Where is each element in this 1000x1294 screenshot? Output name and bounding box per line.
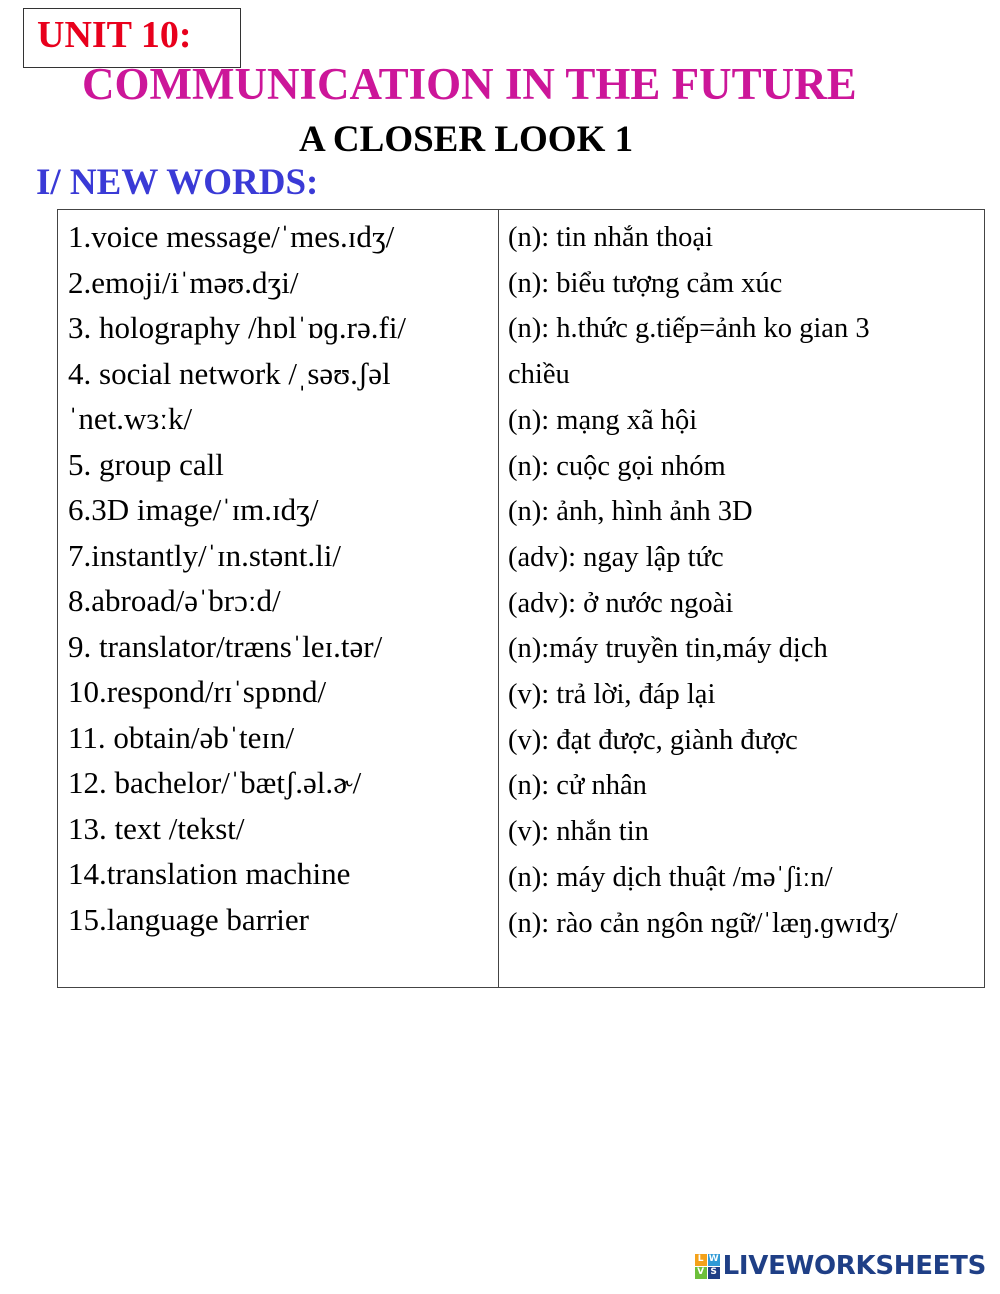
logo-tile: V: [695, 1267, 707, 1279]
meaning-line: (n): h.thức g.tiếp=ảnh ko gian 3: [508, 313, 870, 345]
word-line: 4. social network /ˌsəʊ.ʃəl: [68, 355, 391, 391]
word-line: 13. text /tekst/: [68, 810, 245, 846]
meaning-line: (n): tin nhắn thoại: [508, 222, 713, 253]
column-divider: [498, 210, 499, 987]
liveworksheets-logo-icon: [695, 1254, 720, 1279]
vocabulary-table: [57, 209, 985, 988]
word-line: 10.respond/rɪˈspɒnd/: [68, 674, 327, 709]
meaning-line: (n):máy truyền tin,máy dịch: [508, 633, 828, 665]
words-column: [68, 214, 493, 942]
word-line: 8.abroad/əˈbrɔːd/: [68, 583, 281, 618]
unit-label: UNIT 10:: [37, 14, 192, 56]
meaning-line: (n): ảnh, hình ảnh 3D: [508, 496, 753, 528]
liveworksheets-logo-text: LIVEWORKSHEETS: [722, 1251, 986, 1281]
logo-tile: L: [695, 1254, 707, 1266]
meaning-line: (n): cuộc gọi nhóm: [508, 450, 726, 482]
meaning-line: chiều: [508, 359, 570, 391]
meaning-line: (v): đạt được, giành được: [508, 724, 798, 756]
word-line: 14.translation machine: [68, 856, 351, 891]
word-line: 1.voice message/ˈmes.ɪdʒ/: [68, 219, 395, 254]
word-line: 2.emoji/iˈməʊ.dʒi/: [68, 264, 299, 300]
meaning-line: (n): cử nhân: [508, 770, 647, 802]
logo-tile: S: [708, 1267, 720, 1279]
meaning-line: (n): rào cản ngôn ngữ/ˈlæŋ.ɡwɪdʒ/: [508, 907, 898, 939]
word-line: ˈnet.wɜːk/: [68, 401, 193, 436]
word-line: 6.3D image/ˈɪm.ɪdʒ/: [68, 492, 319, 527]
word-line: 5. group call: [68, 446, 224, 482]
meaning-line: (v): nhắn tin: [508, 816, 649, 848]
meanings-column: [508, 215, 978, 946]
word-line: 12. bachelor/ˈbætʃ.əl.ɚ/: [68, 765, 362, 800]
word-line: 3. holography /hɒlˈɒɡ.rə.fi/: [68, 310, 407, 345]
meaning-line: (n): biểu tượng cảm xúc: [508, 267, 783, 299]
meaning-line: (n): mạng xã hội: [508, 404, 698, 436]
page-title: COMMUNICATION IN THE FUTURE: [82, 59, 857, 109]
liveworksheets-brand[interactable]: [695, 1251, 986, 1281]
meaning-line: (adv): ngay lập tức: [508, 541, 724, 573]
word-line: 11. obtain/əbˈteɪn/: [68, 719, 295, 755]
word-line: 9. translator/trænsˈleɪ.tər/: [68, 628, 383, 664]
word-line: 7.instantly/ˈɪn.stənt.li/: [68, 537, 341, 573]
section-heading-new-words: I/ NEW WORDS:: [36, 162, 319, 203]
lesson-subtitle: A CLOSER LOOK 1: [299, 119, 634, 160]
meaning-line: (v): trả lời, đáp lại: [508, 679, 716, 711]
meaning-line: (n): máy dịch thuật /məˈʃiːn/: [508, 861, 833, 893]
word-line: 15.language barrier: [68, 901, 309, 937]
meaning-line: (adv): ở nước ngoài: [508, 587, 734, 619]
logo-tile: W: [708, 1254, 719, 1264]
